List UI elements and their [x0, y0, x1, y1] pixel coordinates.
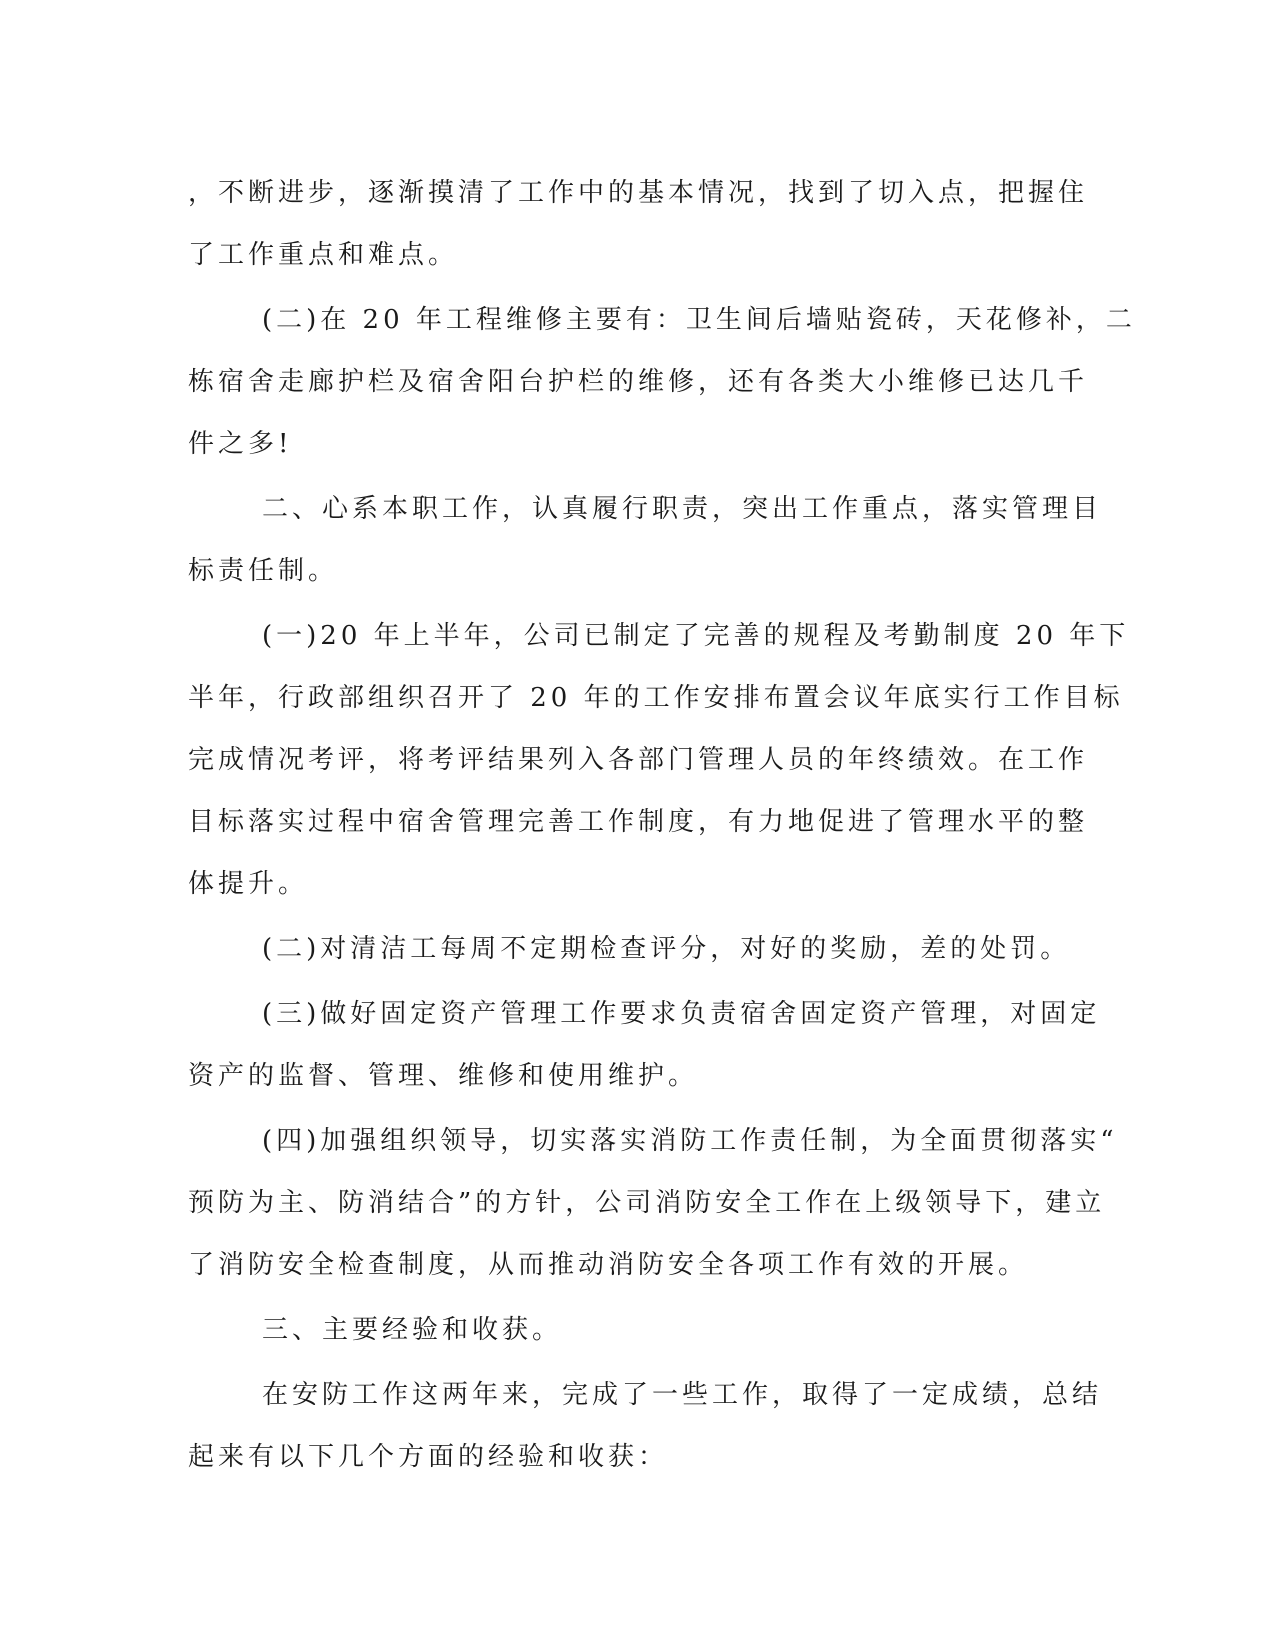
text-line: 标责任制。	[188, 556, 339, 586]
text-line: (三)做好固定资产管理工作要求负责宿舍固定资产管理，对固定	[262, 999, 1101, 1029]
text-line: 在安防工作这两年来，完成了一些工作，取得了一定成绩，总结	[262, 1380, 1103, 1410]
paragraph	[188, 162, 1089, 286]
paragraph	[188, 918, 1071, 980]
paragraph	[188, 1364, 1103, 1488]
text-line: (一)20 年上半年，公司已制定了完善的规程及考勤制度 20 年下	[262, 621, 1130, 651]
text-line: (二)在 20 年工程维修主要有：卫生间后墙贴瓷砖，天花修补，二	[262, 305, 1136, 335]
text-line: 二、心系本职工作，认真履行职责，突出工作重点，落实管理目	[262, 494, 1103, 524]
paragraph	[188, 983, 1101, 1107]
text-line: 件之多!	[188, 429, 293, 459]
text-line: 了消防安全检查制度，从而推动消防安全各项工作有效的开展。	[188, 1250, 1029, 1280]
text-line: ，不断进步，逐渐摸清了工作中的基本情况，找到了切入点，把握住	[188, 178, 1089, 208]
text-line: 体提升。	[188, 869, 309, 899]
text-line: 起来有以下几个方面的经验和收获：	[188, 1442, 669, 1472]
section-heading	[188, 478, 1103, 602]
text-line: 了工作重点和难点。	[188, 240, 459, 270]
section-heading	[188, 1299, 1068, 1361]
text-line: (二)对清洁工每周不定期检查评分，对好的奖励，差的处罚。	[262, 934, 1071, 964]
paragraph	[188, 289, 1136, 475]
text-line: 半年，行政部组织召开了 20 年的工作安排布置会议年底实行工作目标	[188, 683, 1124, 713]
paragraph	[188, 1110, 1118, 1296]
text-line: 资产的监督、管理、维修和使用维护。	[188, 1061, 699, 1091]
text-line: 栋宿舍走廊护栏及宿舍阳台护栏的维修，还有各类大小维修已达几千	[188, 367, 1089, 397]
text-line: 目标落实过程中宿舍管理完善工作制度，有力地促进了管理水平的整	[188, 807, 1089, 837]
text-line: (四)加强组织领导，切实落实消防工作责任制，为全面贯彻落实“	[262, 1126, 1118, 1156]
text-line: 三、主要经验和收获。	[262, 1315, 563, 1345]
document-body	[188, 162, 1136, 1491]
text-line: 完成情况考评，将考评结果列入各部门管理人员的年终绩效。在工作	[188, 745, 1089, 775]
text-line: 预防为主、防消结合”的方针，公司消防安全工作在上级领导下，建立	[188, 1188, 1106, 1218]
paragraph	[188, 605, 1130, 915]
